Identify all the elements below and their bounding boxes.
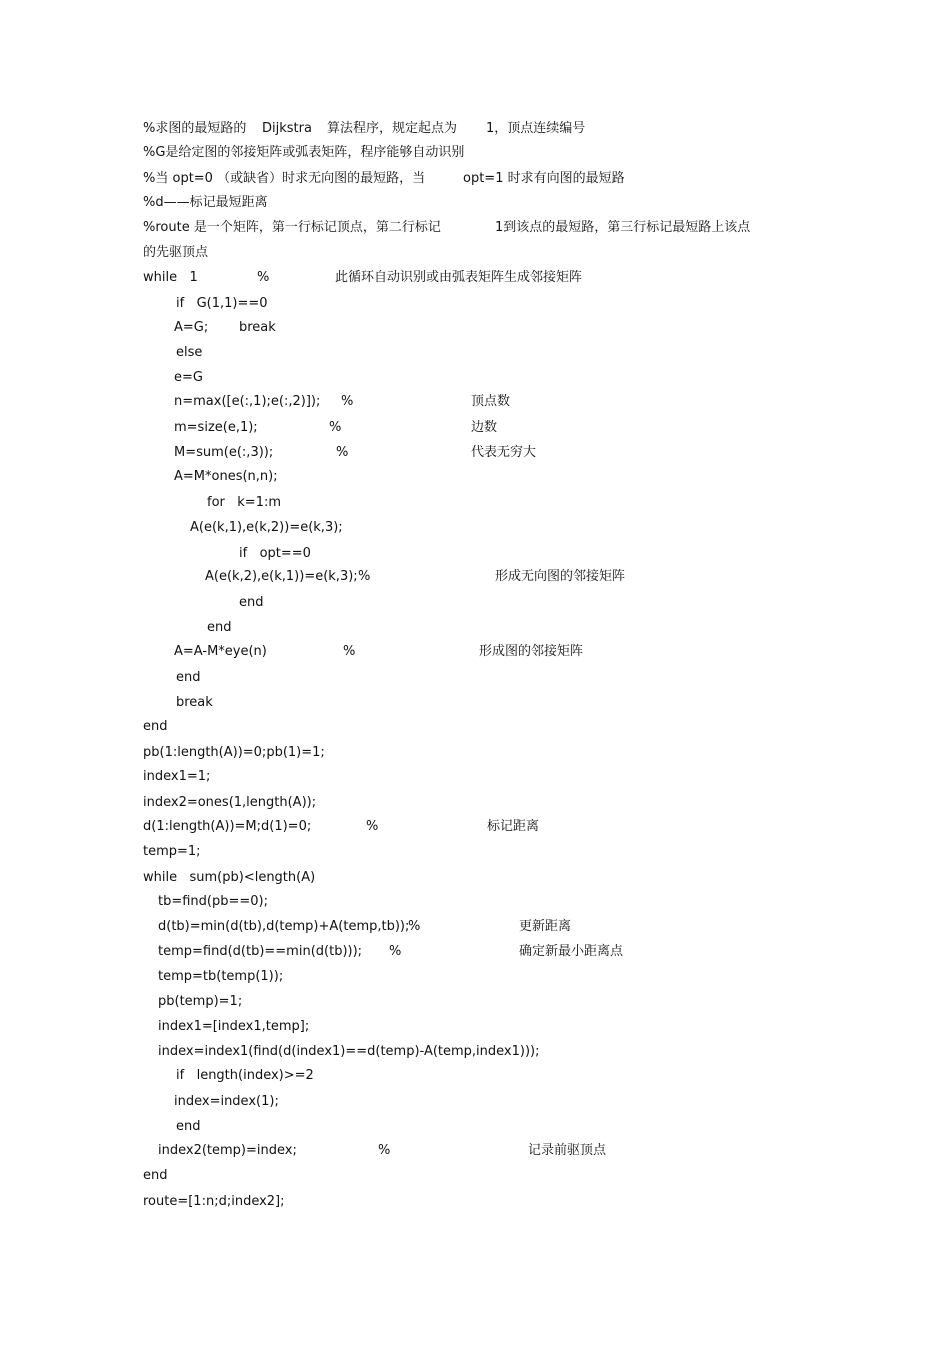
comment-line-5a: %route 是一个矩阵，第一行标记顶点，第二行标记: [143, 220, 441, 235]
code-route: route=[1:n;d;index2];: [143, 1194, 285, 1209]
code-d: d(1:length(A))=M;d(1)=0;: [143, 819, 312, 834]
code-tb: tb=find(pb==0);: [158, 894, 269, 909]
code-msize: m=size(e,1);: [174, 420, 258, 435]
code-msize-percent: %: [329, 420, 342, 435]
code-index2: index2=ones(1,length(A));: [143, 795, 317, 810]
code-Aek2-comment: 形成无向图的邻接矩阵: [495, 569, 626, 584]
code-dtb: d(tb)=min(d(tb),d(temp)+A(temp,tb));: [158, 919, 410, 934]
comment-title-part3: 算法程序，规定起点为: [327, 121, 458, 136]
code-nmax-comment: 顶点数: [471, 394, 511, 409]
comment-title-part1: %求图的最短路的: [143, 121, 247, 136]
comment-line-2: %G是给定图的邻接矩阵或弧表矩阵，程序能够自动识别: [143, 145, 465, 160]
code-pb: pb(1:length(A))=0;pb(1)=1;: [143, 745, 325, 760]
code-index2temp-comment: 记录前驱顶点: [528, 1143, 607, 1158]
code-iflen: if length(index)>=2: [176, 1068, 314, 1083]
code-tempfind: temp=find(d(tb)==min(d(tb)));: [158, 944, 363, 959]
code-end1: end: [239, 595, 264, 610]
code-index2temp: index2(temp)=index;: [158, 1143, 297, 1158]
code-pbtemp: pb(temp)=1;: [158, 994, 243, 1009]
code-dtb-percent: %: [408, 919, 421, 934]
code-Msum: M=sum(e(:,3));: [174, 445, 274, 460]
code-end6: end: [143, 1168, 168, 1183]
code-Aek: A(e(k,1),e(k,2))=e(k,3);: [190, 520, 343, 535]
code-if1: if G(1,1)==0: [176, 296, 268, 311]
code-index1: index1=1;: [143, 769, 211, 784]
comment-line-3a: %当 opt=0 （或缺省）时求无向图的最短路，当: [143, 171, 426, 186]
code-Msum-comment: 代表无穷大: [471, 445, 537, 460]
code-nmax: n=max([e(:,1);e(:,2)]);: [174, 394, 321, 409]
code-eG: e=G: [174, 370, 203, 385]
code-while1-comment: 此循环自动识别或由弧表矩阵生成邻接矩阵: [335, 270, 583, 285]
code-Msum-percent: %: [336, 445, 349, 460]
code-d-percent: %: [366, 819, 379, 834]
code-while2: while sum(pb)<length(A): [143, 870, 316, 885]
code-nmax-percent: %: [341, 394, 354, 409]
code-Aek2: A(e(k,2),e(k,1))=e(k,3);: [205, 569, 358, 584]
code-Aones: A=M*ones(n,n);: [174, 469, 278, 484]
code-end5: end: [176, 1119, 201, 1134]
code-break2: break: [176, 695, 213, 710]
comment-title-part2: Dijkstra: [262, 121, 312, 136]
code-end2: end: [207, 620, 232, 635]
comment-title-part4: 1，顶点连续编号: [486, 121, 586, 136]
code-msize-comment: 边数: [471, 420, 498, 435]
code-indexsel: index=index(1);: [174, 1094, 279, 1109]
code-while1-percent: %: [257, 270, 270, 285]
comment-line-3b: opt=1 时求有向图的最短路: [463, 171, 625, 186]
code-while1: while 1: [143, 270, 198, 285]
code-else: else: [176, 345, 203, 360]
code-break1: break: [239, 320, 276, 335]
code-Aeye-comment: 形成图的邻接矩阵: [479, 644, 584, 659]
code-end3: end: [176, 670, 201, 685]
code-tempfind-percent: %: [389, 944, 402, 959]
code-temptb: temp=tb(temp(1));: [158, 969, 284, 984]
code-end4: end: [143, 719, 168, 734]
comment-line-4: %d——标记最短距离: [143, 195, 268, 210]
comment-line-5b: 1到该点的最短路，第三行标记最短路上该点: [495, 220, 751, 235]
code-fork: for k=1:m: [207, 495, 282, 510]
comment-line-6: 的先驱顶点: [143, 245, 209, 260]
code-Aeye-percent: %: [343, 644, 356, 659]
code-temp: temp=1;: [143, 844, 201, 859]
code-ifopt: if opt==0: [239, 546, 311, 561]
code-tempfind-comment: 确定新最小距离点: [519, 944, 624, 959]
code-index2temp-percent: %: [378, 1143, 391, 1158]
code-dtb-comment: 更新距离: [519, 919, 572, 934]
code-Aeye: A=A-M*eye(n): [174, 644, 267, 659]
code-indexfind: index=index1(find(d(index1)==d(temp)-A(temp,index1)));: [158, 1044, 540, 1059]
code-Aek2-percent: %: [358, 569, 371, 584]
code-d-comment: 标记距离: [487, 819, 540, 834]
code-assignA: A=G;: [174, 320, 209, 335]
code-index1b: index1=[index1,temp];: [158, 1019, 310, 1034]
